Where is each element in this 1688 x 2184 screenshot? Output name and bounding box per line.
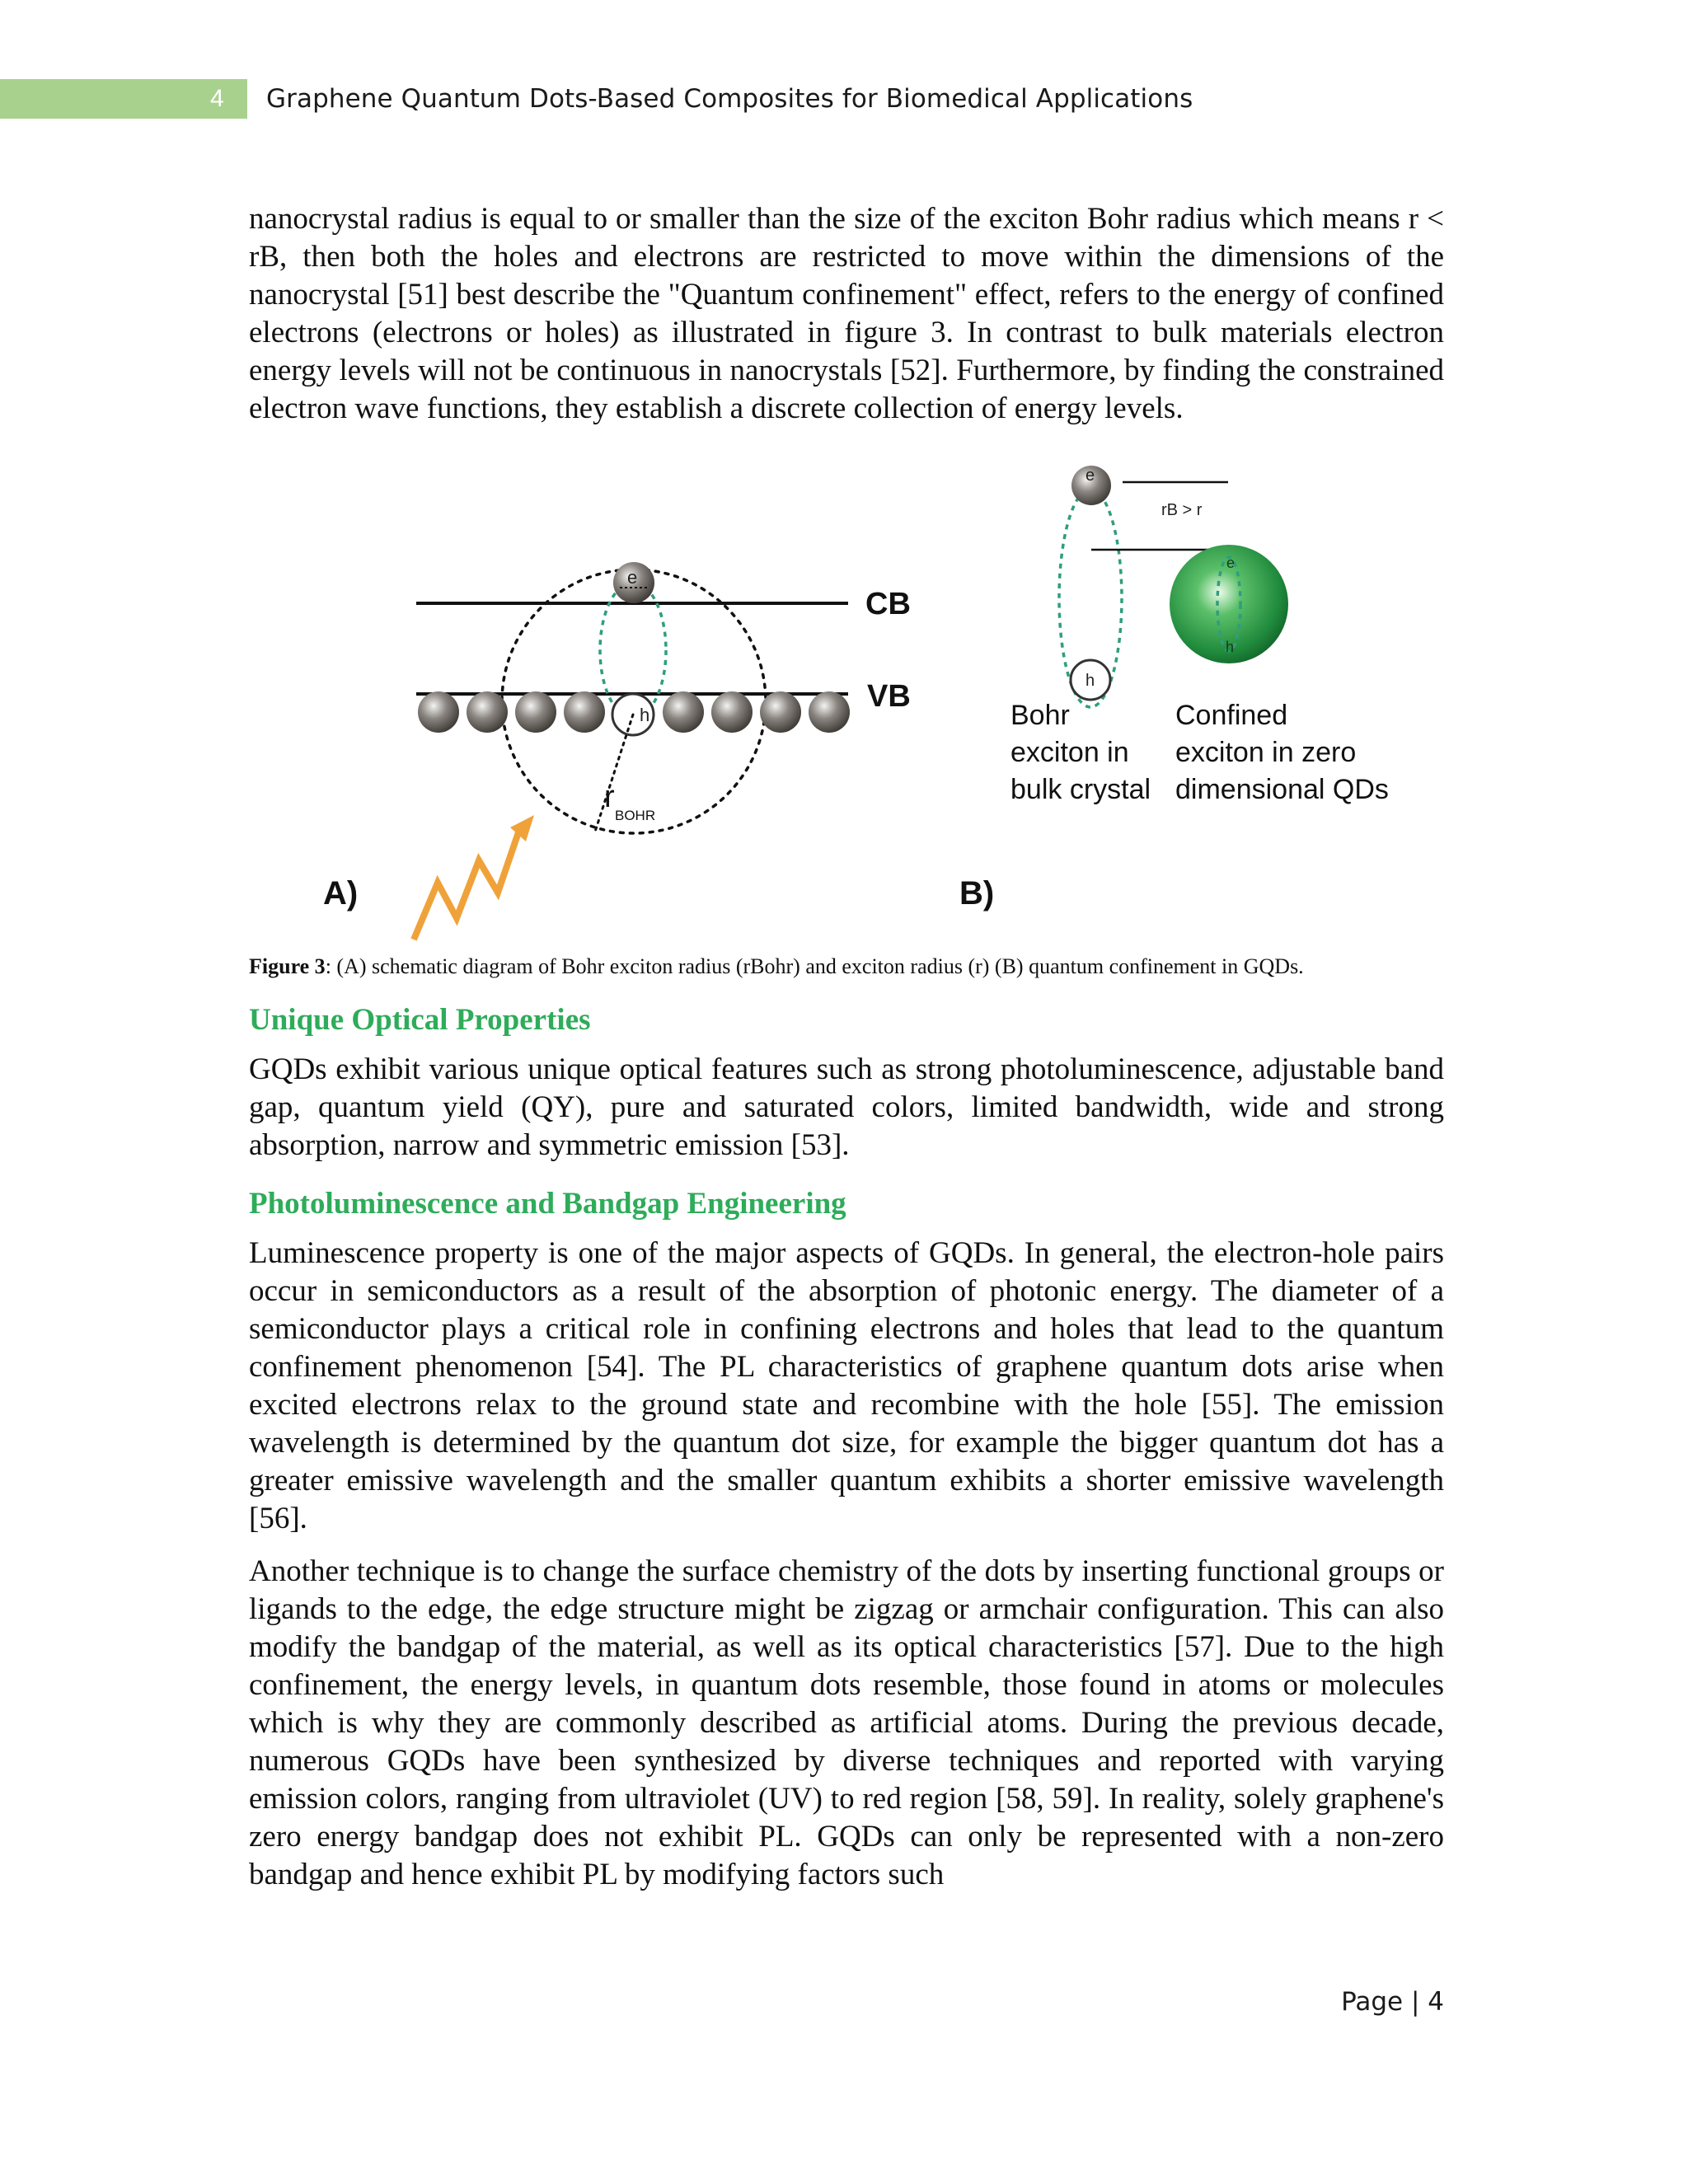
confined-caption-line: exciton in zero [1175,737,1357,768]
panel-a-label: A) [323,875,359,912]
confined-hole-label: h [1226,639,1235,655]
valence-atom [564,691,605,733]
caption-label: Figure 3 [249,954,326,978]
valence-atom [515,691,556,733]
panel-b-label: B) [959,875,995,912]
running-title: Graphene Quantum Dots-Based Composites for Biomedical Applications [266,84,1193,114]
valence-atom [711,691,753,733]
bohr-caption-line: Bohr [1010,700,1070,731]
cb-label: CB [865,587,911,621]
valence-atom [663,691,704,733]
paragraph-optical-features: GQDs exhibit various unique optical features such as strong photoluminescence, adjustable band gap, quantum yield (QY), pure and saturated colors, limited bandwidth, wide and strong absorption, narrow and symmetric emission [53]. [249,1052,1444,1162]
radius-symbol: r [604,780,615,814]
rb-relation-label: rB > r [1161,501,1203,519]
valence-atom [418,691,459,733]
header-page-number: 4 [210,85,224,112]
confined-caption-line: Confined [1175,700,1288,731]
panel-b [959,466,1389,912]
hole-label: h [640,705,650,725]
paragraph-surface-chemistry: Another technique is to change the surface chemistry of the dots by inserting functional groups or ligands to the edge, the edge structure might be zigzag or armchair configuration. This can also modify the bandgap of the material, as well as its optical characteristics [57]. Due to the high confinement, the energy levels, in quantum dots resemble, those found in atoms or molecules which is why they are commonly described as artificial atoms. During the previous decade, numerous GQDs have been synthesized by diverse techniques and reported with varying emission colors, ranging from ultraviolet (UV) to red region [58, 59]. In reality, solely graphene's zero energy bandgap does not exhibit PL. GQDs can only be represented with a non-zero bandgap and hence exhibit PL by modifying factors such [249,1554,1444,1891]
heading-photoluminescence: Photoluminescence and Bandgap Engineering [249,1187,846,1221]
paragraph-luminescence: Luminescence property is one of the major aspects of GQDs. In general, the electron-hole pairs occur in semiconductors as a result of the absorption of photonic energy. The diameter of a semiconductor plays a critical role in confining electrons and holes that lead to the quantum confinement phenomenon [54]. The PL characteristics of graphene quantum dots arise when excited electrons relax to the ground state and recombine with the hole [55]. The emission wavelength is determined by the quantum dot size, for example the bigger quantum dot has a greater emissive wavelength and the smaller quantum exhibits a shorter emissive wavelength [56]. [249,1236,1444,1535]
valence-atom [467,691,508,733]
radius-subscript: BOHR [615,808,656,823]
bohr-hole-label: h [1085,672,1095,690]
heading-unique-optical-properties: Unique Optical Properties [249,1003,591,1037]
valence-atom [760,691,801,733]
bohr-caption-line: bulk crystal [1010,774,1151,805]
figure-3-diagram [249,466,1444,929]
page-body [249,200,1444,1894]
photon-zigzag [414,830,519,940]
valence-atom [809,691,850,733]
figure-3-caption [249,952,1444,981]
bohr-caption-line: exciton in [1010,737,1129,768]
page-footer: Page | 4 [1341,1987,1444,2017]
panel-a [323,562,911,940]
figure-3 [249,466,1444,929]
bohr-electron-label: e [1085,466,1095,485]
electron-label: e [627,567,638,588]
confined-caption-line: dimensional QDs [1175,774,1389,805]
caption-text: : (A) schematic diagram of Bohr exciton radius (rBohr) and exciton radius (r) (B) quantum confinement in GQDs. [325,954,1304,978]
confined-exciton-caption [1175,700,1389,805]
paragraph-quantum-confinement: nanocrystal radius is equal to or smaller than the size of the exciton Bohr radius which means r < rB, then both the holes and electrons are restricted to move within the dimensions of the nanocrystal [51] best describe the "Quantum confinement" effect, refers to the energy of confined electrons (electrons or holes) as illustrated in figure 3. In contrast to bulk materials electron energy levels will not be continuous in nanocrystals [52]. Furthermore, by finding the constrained electron wave functions, they establish a discrete collection of energy levels. [249,202,1444,425]
bohr-exciton-caption [1010,700,1151,805]
vb-label: VB [867,679,911,714]
confined-electron-label: e [1226,555,1236,571]
